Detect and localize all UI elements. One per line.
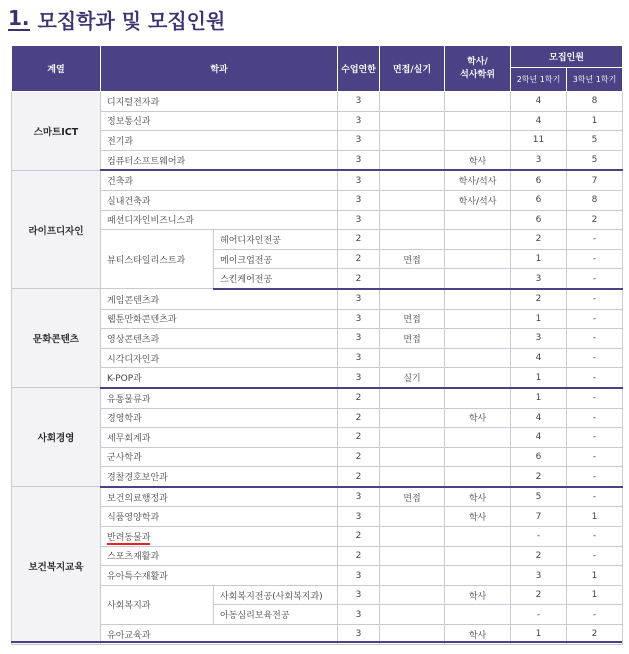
years: 3	[338, 625, 380, 645]
quota-y3: -	[567, 467, 623, 487]
years: 3	[338, 487, 380, 507]
years: 2	[338, 408, 380, 428]
quota-y2: 2	[511, 546, 567, 566]
quota-y2: 11	[511, 131, 567, 151]
years: 3	[338, 150, 380, 170]
interview	[380, 269, 445, 289]
quota-y2: 1	[511, 309, 567, 329]
quota-y3: -	[567, 546, 623, 566]
years: 2	[338, 388, 380, 408]
major-name: 메이크업전공	[214, 249, 338, 269]
header-dept: 학과	[101, 46, 338, 92]
dept-name: 게임콘텐츠과	[101, 289, 338, 309]
years: 3	[338, 190, 380, 210]
years: 2	[338, 527, 380, 547]
dept-name: 경찰경호보안과	[101, 467, 338, 487]
quota-y2: 4	[511, 348, 567, 368]
interview	[380, 210, 445, 230]
degree	[445, 289, 511, 309]
interview	[380, 230, 445, 250]
degree	[445, 388, 511, 408]
dept-name: 컴퓨터소프트웨어과	[101, 150, 338, 170]
interview	[380, 585, 445, 605]
dept-name: 정보통신과	[101, 111, 338, 131]
quota-y2: 4	[511, 408, 567, 428]
dept-name: 세무회계과	[101, 428, 338, 448]
degree	[445, 329, 511, 349]
quota-y2: 6	[511, 190, 567, 210]
dept-name: 경영학과	[101, 408, 338, 428]
dept-name: 사회복지과	[101, 585, 214, 624]
interview	[380, 467, 445, 487]
dept-name: 디지털전자과	[101, 92, 338, 112]
quota-y3: 8	[567, 190, 623, 210]
quota-y2: -	[511, 527, 567, 547]
quota-y3: 7	[567, 170, 623, 190]
major-name: 사회복지전공(사회복지과)	[214, 585, 338, 605]
dept-name: 군사학과	[101, 447, 338, 467]
category-life-design: 라이프디자인	[12, 170, 101, 289]
quota-y3: -	[567, 289, 623, 309]
degree: 학사	[445, 507, 511, 527]
header-quota: 모집인원	[511, 46, 623, 68]
category-social-management: 사회경영	[12, 388, 101, 487]
interview	[380, 507, 445, 527]
years: 3	[338, 210, 380, 230]
category-culture-content: 문화콘텐츠	[12, 289, 101, 388]
years: 2	[338, 546, 380, 566]
years: 3	[338, 309, 380, 329]
degree	[445, 131, 511, 151]
quota-y2: 2	[511, 585, 567, 605]
dept-name-highlighted	[101, 527, 338, 547]
header-degree: 학사/ 석사학위	[445, 46, 511, 92]
interview	[380, 527, 445, 547]
years: 3	[338, 131, 380, 151]
interview: 면접	[380, 309, 445, 329]
quota-y3: 2	[567, 625, 623, 645]
interview	[380, 131, 445, 151]
header-category: 계열	[12, 46, 101, 92]
degree	[445, 428, 511, 448]
quota-y3: 5	[567, 150, 623, 170]
years: 2	[338, 230, 380, 250]
quota-y3: 1	[567, 585, 623, 605]
major-name: 스킨케어전공	[214, 269, 338, 289]
quota-y3: -	[567, 309, 623, 329]
degree: 학사	[445, 408, 511, 428]
interview: 면접	[380, 249, 445, 269]
degree	[445, 467, 511, 487]
years: 3	[338, 289, 380, 309]
category-health-welfare-education: 보건복지교육	[12, 487, 101, 644]
quota-y3: 1	[567, 566, 623, 586]
dept-name: 실내건축과	[101, 190, 338, 210]
years: 3	[338, 170, 380, 190]
quota-y2: 7	[511, 507, 567, 527]
years: 2	[338, 249, 380, 269]
quota-y2: -	[511, 605, 567, 625]
quota-y2: 6	[511, 210, 567, 230]
years: 2	[338, 269, 380, 289]
degree	[445, 230, 511, 250]
dept-name: 건축과	[101, 170, 338, 190]
quota-y2: 1	[511, 368, 567, 388]
degree: 학사	[445, 487, 511, 507]
quota-y2: 3	[511, 150, 567, 170]
quota-y3: 2	[567, 210, 623, 230]
quota-y2: 4	[511, 428, 567, 448]
degree	[445, 368, 511, 388]
category-smart-ict: 스마트ICT	[12, 92, 101, 171]
major-name: 아동심리보육전공	[214, 605, 338, 625]
quota-y2: 4	[511, 111, 567, 131]
degree	[445, 249, 511, 269]
quota-y3: -	[567, 368, 623, 388]
major-name: 헤어디자인전공	[214, 230, 338, 250]
years: 3	[338, 585, 380, 605]
degree	[445, 309, 511, 329]
degree: 학사/석사	[445, 190, 511, 210]
years: 3	[338, 92, 380, 112]
admission-table	[11, 45, 623, 645]
degree	[445, 348, 511, 368]
header-year3: 3학년 1학기	[567, 68, 623, 92]
degree	[445, 566, 511, 586]
section-title	[8, 4, 225, 34]
degree	[445, 210, 511, 230]
years: 2	[338, 447, 380, 467]
interview	[380, 348, 445, 368]
interview	[380, 408, 445, 428]
dept-name-underlined: 반려동물과	[107, 532, 151, 543]
years: 3	[338, 348, 380, 368]
quota-y3: -	[567, 329, 623, 349]
degree	[445, 527, 511, 547]
interview	[380, 289, 445, 309]
degree: 학사	[445, 150, 511, 170]
quota-y3: -	[567, 428, 623, 448]
quota-y3: 5	[567, 131, 623, 151]
section-number: 1.	[8, 6, 30, 30]
dept-name: 패션디자인비즈니스과	[101, 210, 338, 230]
years: 3	[338, 329, 380, 349]
quota-y3: -	[567, 230, 623, 250]
dept-name: 스포츠재활과	[101, 546, 338, 566]
dept-name: 유아교육과	[101, 625, 338, 645]
years: 3	[338, 605, 380, 625]
header-years: 수업연한	[338, 46, 380, 92]
degree	[445, 605, 511, 625]
degree	[445, 447, 511, 467]
quota-y2: 2	[511, 230, 567, 250]
header-interview: 면접/실기	[380, 46, 445, 92]
quota-y3: -	[567, 388, 623, 408]
interview	[380, 546, 445, 566]
quota-y3: -	[567, 605, 623, 625]
dept-name: 영상콘텐츠과	[101, 329, 338, 349]
dept-name: 유통물류과	[101, 388, 338, 408]
dept-name: K-POP과	[101, 368, 338, 388]
degree	[445, 546, 511, 566]
interview	[380, 428, 445, 448]
quota-y3: -	[567, 487, 623, 507]
quota-y2: 3	[511, 269, 567, 289]
degree: 학사	[445, 585, 511, 605]
dept-name: 유아특수재활과	[101, 566, 338, 586]
dept-name: 전기과	[101, 131, 338, 151]
interview	[380, 447, 445, 467]
interview	[380, 566, 445, 586]
years: 2	[338, 428, 380, 448]
quota-y3: -	[567, 348, 623, 368]
interview	[380, 92, 445, 112]
interview	[380, 388, 445, 408]
section-heading: 모집학과 및 모집인원	[37, 8, 226, 33]
quota-y2: 1	[511, 249, 567, 269]
quota-y2: 4	[511, 92, 567, 112]
quota-y3: -	[567, 408, 623, 428]
quota-y2: 2	[511, 289, 567, 309]
table-continuation-edge	[11, 641, 622, 654]
dept-name: 시각디자인과	[101, 348, 338, 368]
quota-y2: 5	[511, 487, 567, 507]
interview	[380, 190, 445, 210]
dept-name: 뷰티스타일리스트과	[101, 230, 214, 289]
degree	[445, 111, 511, 131]
years: 3	[338, 507, 380, 527]
quota-y2: 6	[511, 170, 567, 190]
interview	[380, 170, 445, 190]
quota-y3: -	[567, 249, 623, 269]
quota-y3: 1	[567, 111, 623, 131]
interview	[380, 150, 445, 170]
header-year2: 2학년 1학기	[511, 68, 567, 92]
degree	[445, 92, 511, 112]
quota-y3: -	[567, 527, 623, 547]
dept-name: 웹툰만화콘텐츠과	[101, 309, 338, 329]
dept-name: 보건의료행정과	[101, 487, 338, 507]
quota-y2: 6	[511, 447, 567, 467]
dept-name: 식품영양학과	[101, 507, 338, 527]
degree: 학사/석사	[445, 170, 511, 190]
interview: 실기	[380, 368, 445, 388]
quota-y3: -	[567, 269, 623, 289]
degree: 학사	[445, 625, 511, 645]
interview: 면접	[380, 329, 445, 349]
years: 3	[338, 368, 380, 388]
quota-y2: 3	[511, 566, 567, 586]
quota-y2: 1	[511, 388, 567, 408]
years: 2	[338, 467, 380, 487]
years: 3	[338, 566, 380, 586]
quota-y3: 8	[567, 92, 623, 112]
years: 3	[338, 111, 380, 131]
quota-y2: 1	[511, 625, 567, 645]
interview	[380, 111, 445, 131]
quota-y2: 2	[511, 467, 567, 487]
quota-y2: 3	[511, 329, 567, 349]
quota-y3: -	[567, 447, 623, 467]
interview: 면접	[380, 487, 445, 507]
quota-y3: 1	[567, 507, 623, 527]
degree	[445, 269, 511, 289]
interview	[380, 605, 445, 625]
